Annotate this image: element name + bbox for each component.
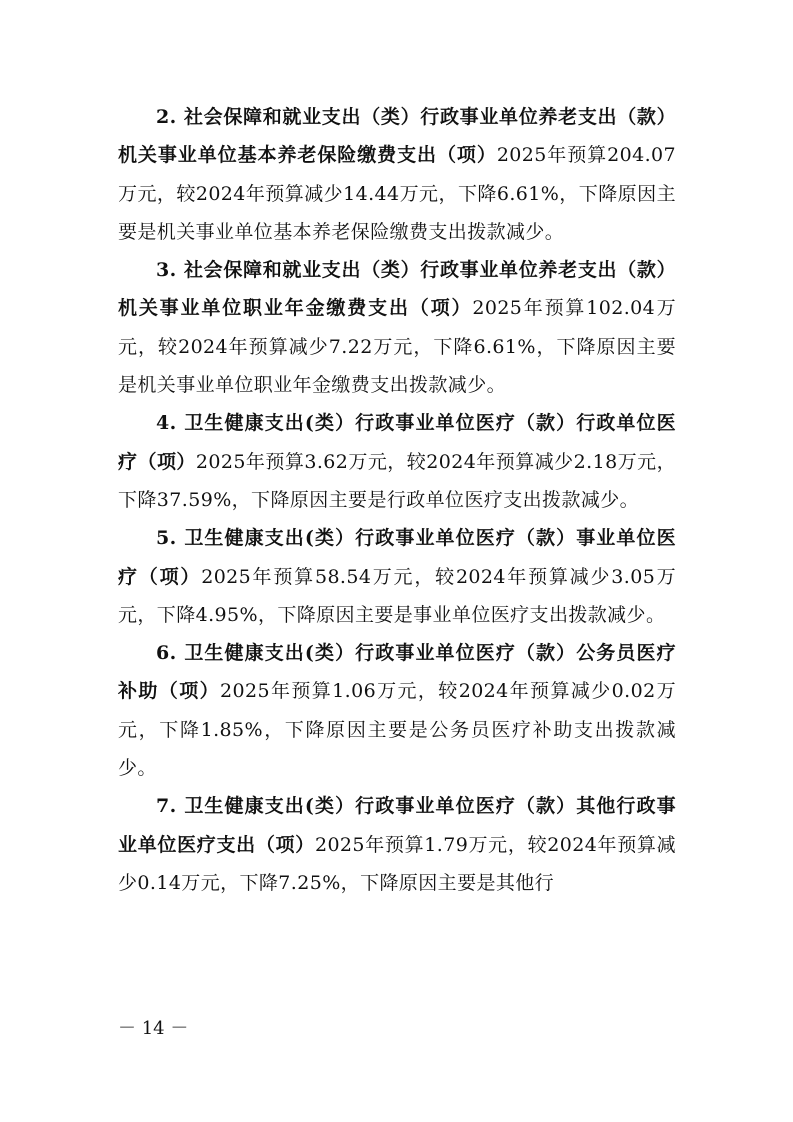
paragraph-7-text: 2025年预算1.79万元，较2024年预算减少0.14万元，下降7.25%，下降原因主要是其他行 xyxy=(118,833,676,894)
paragraph-4-heading: 4. 卫生健康支出(类）行政事业单位医疗（款）行政单位医疗（项） xyxy=(118,412,676,473)
paragraph-4-text: 2025年预算3.62万元，较2024年预算减少2.18万元，下降37.59%，下降原因主要是行政单位医疗支出拨款减少。 xyxy=(118,450,676,511)
document-body xyxy=(118,98,676,902)
paragraph-6 xyxy=(118,634,676,787)
paragraph-5-text: 2025年预算58.54万元，较2024年预算减少3.05万元，下降4.95%，下降原因主要是事业单位医疗支出拨款减少。 xyxy=(118,565,676,626)
paragraph-6-heading: 6. 卫生健康支出(类）行政事业单位医疗（款）公务员医疗补助（项） xyxy=(118,642,676,703)
paragraph-3-heading: 3. 社会保障和就业支出（类）行政事业单位养老支出（款）机关事业单位职业年金缴费支出（项） xyxy=(118,259,676,320)
paragraph-2-heading: 2. 社会保障和就业支出（类）行政事业单位养老支出（款）机关事业单位基本养老保险缴费支出（项） xyxy=(118,106,676,167)
page-number: － 14 － xyxy=(118,1018,189,1039)
paragraph-2 xyxy=(118,98,676,251)
paragraph-7 xyxy=(118,787,676,902)
paragraph-7-heading: 7. 卫生健康支出(类）行政事业单位医疗（款）其他行政事业单位医疗支出（项） xyxy=(118,795,676,856)
paragraph-6-text: 2025年预算1.06万元，较2024年预算减少0.02万元，下降1.85%，下降原因主要是公务员医疗补助支出拨款减少。 xyxy=(118,680,676,780)
paragraph-5 xyxy=(118,519,676,634)
paragraph-3 xyxy=(118,251,676,404)
paragraph-3-text: 2025年预算102.04万元，较2024年预算减少7.22万元，下降6.61%，下降原因主要是机关事业单位职业年金缴费支出拨款减少。 xyxy=(118,297,676,397)
paragraph-2-text: 2025年预算204.07万元，较2024年预算减少14.44万元，下降6.61%，下降原因主要是机关事业单位基本养老保险缴费支出拨款减少。 xyxy=(118,144,676,243)
paragraph-4 xyxy=(118,404,676,519)
paragraph-5-heading: 5. 卫生健康支出(类）行政事业单位医疗（款）事业单位医疗（项） xyxy=(118,527,676,588)
